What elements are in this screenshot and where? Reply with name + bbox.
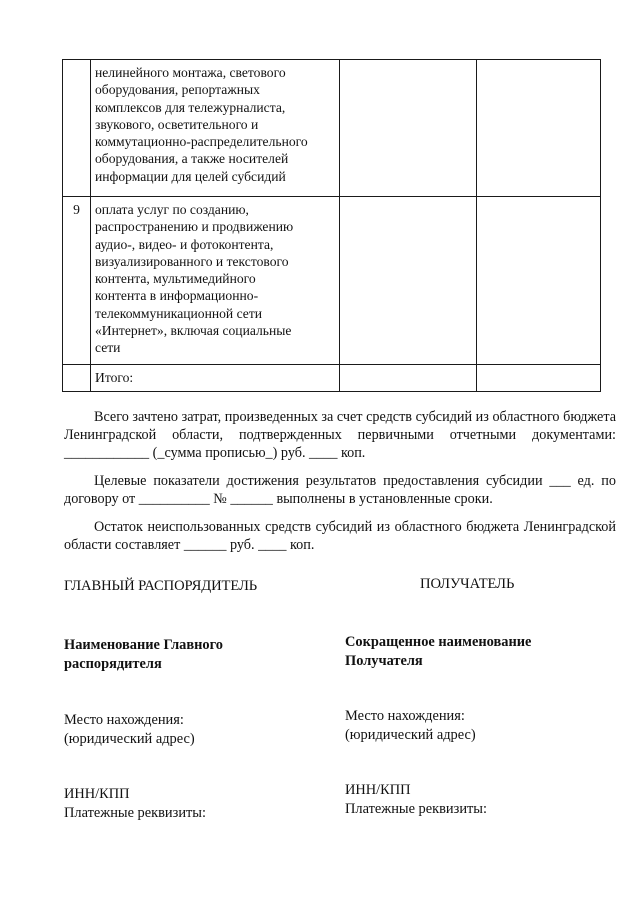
right-party-heading: ПОЛУЧАТЕЛЬ bbox=[420, 576, 515, 592]
expense-description: нелинейного монтажа, светового оборудования, репортажных комплексов для тележурналиста, звукового, осветительного и коммутационно-распределительного оборудования, а также носителей информации для целей субсидий bbox=[91, 60, 340, 197]
amount-cell bbox=[477, 365, 601, 392]
expense-table bbox=[62, 59, 601, 392]
paragraph-total-expenses: Всего зачтено затрат, произведенных за счет средств субсидий из областного бюджета Ленинградской области, подтвержденных первичными отчетными документами: ____________ (_сумма прописью_) руб. ____ коп. bbox=[64, 409, 616, 461]
left-party-address: Место нахождения: (юридический адрес) bbox=[64, 712, 195, 747]
paragraph-remaining-funds: Остаток неиспользованных средств субсидий из областного бюджета Ленинградской области составляет ______ руб. ____ коп. bbox=[64, 519, 616, 553]
left-party-requisites: ИНН/КПП Платежные реквизиты: bbox=[64, 786, 206, 821]
total-label: Итого: bbox=[91, 365, 340, 392]
amount-cell bbox=[477, 197, 601, 365]
amount-cell bbox=[340, 197, 477, 365]
paragraph-target-indicators: Целевые показатели достижения результатов предоставления субсидии ___ ед. по договору от __________ № ______ выполнены в установленные сроки. bbox=[64, 473, 616, 507]
table-row bbox=[63, 60, 601, 197]
amount-cell bbox=[340, 365, 477, 392]
right-party-name: Сокращенное наименование Получателя bbox=[345, 634, 532, 669]
table-row-total bbox=[63, 365, 601, 392]
left-party-heading: ГЛАВНЫЙ РАСПОРЯДИТЕЛЬ bbox=[64, 578, 258, 594]
right-party-requisites: ИНН/КПП Платежные реквизиты: bbox=[345, 782, 487, 817]
left-party-name: Наименование Главного распорядителя bbox=[64, 637, 223, 672]
amount-cell bbox=[477, 60, 601, 197]
row-number bbox=[63, 60, 91, 197]
row-number bbox=[63, 365, 91, 392]
expense-description: оплата услуг по созданию, распространению и продвижению аудио-, видео- и фотоконтента, визуализированного и текстового контента, мультимедийного контента в информационно- телекоммуникационной сети «Интернет», включая социальные сети bbox=[91, 197, 340, 365]
table-row bbox=[63, 197, 601, 365]
row-number: 9 bbox=[63, 197, 91, 365]
amount-cell bbox=[340, 60, 477, 197]
right-party-address: Место нахождения: (юридический адрес) bbox=[345, 708, 476, 743]
